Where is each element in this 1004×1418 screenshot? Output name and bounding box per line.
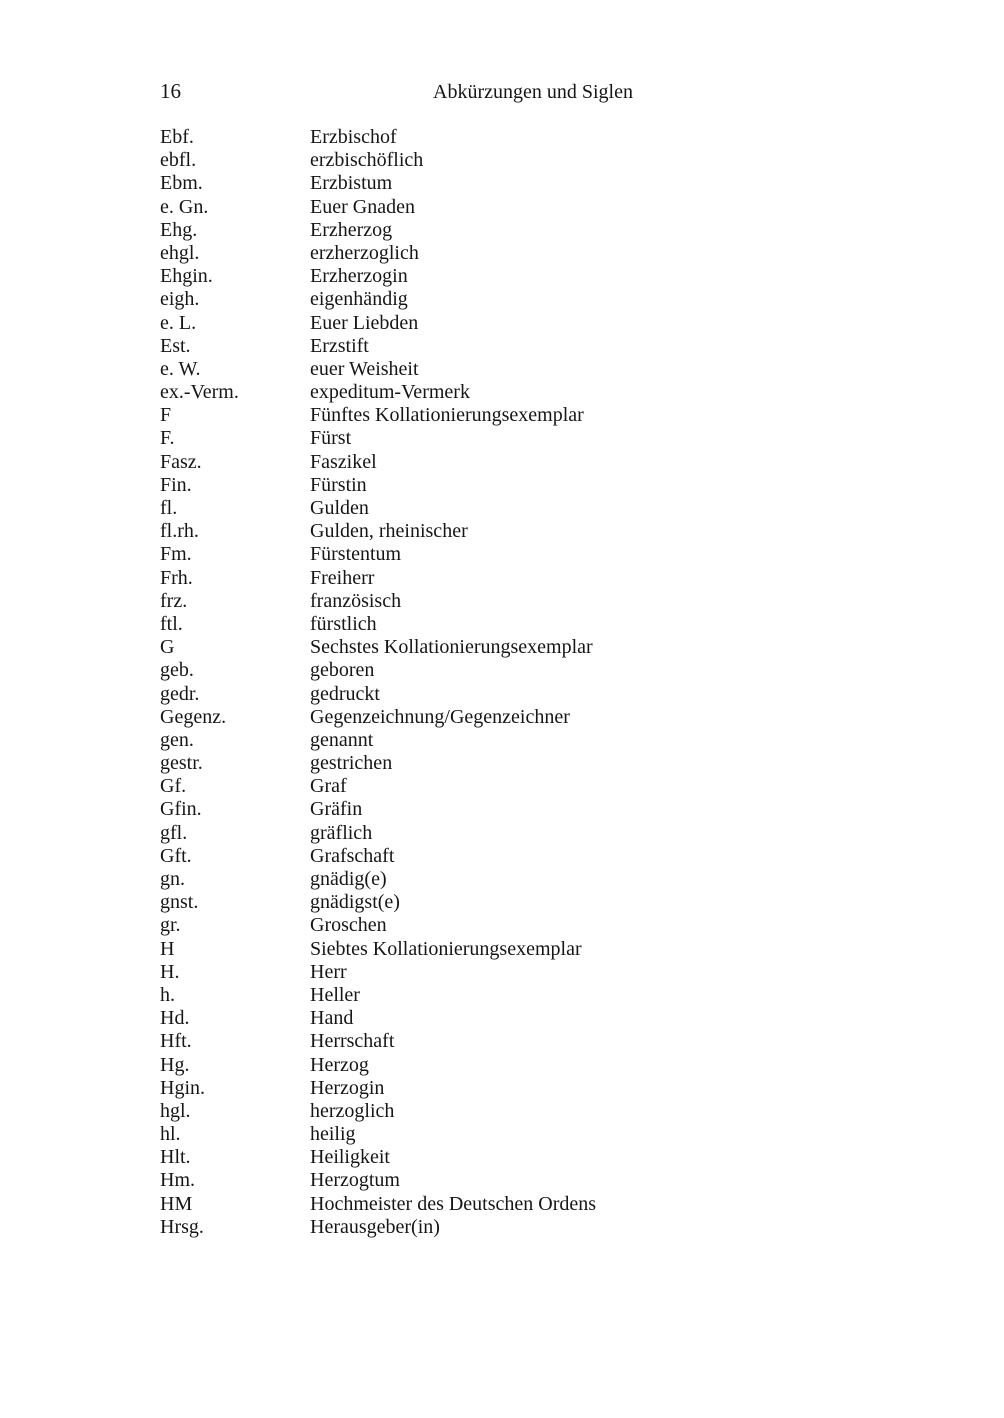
list-item xyxy=(160,659,920,682)
meaning: Heller xyxy=(310,983,360,1006)
list-item xyxy=(160,335,920,358)
meaning: Erzstift xyxy=(310,334,369,357)
abbreviation: fl. xyxy=(160,497,178,519)
list-item xyxy=(160,706,920,729)
meaning: Herzog xyxy=(310,1053,369,1076)
abbreviation: Ehgin. xyxy=(160,265,213,288)
abbreviation: Gf. xyxy=(160,775,187,798)
abbreviation: ftl. xyxy=(160,612,183,635)
list-item xyxy=(160,798,920,821)
meaning: Fünftes Kollationierungsexemplar xyxy=(310,404,584,427)
list-item xyxy=(160,590,920,613)
abbreviation: gestr. xyxy=(160,752,203,775)
list-item xyxy=(160,1100,920,1123)
list-item xyxy=(160,404,920,427)
list-item xyxy=(160,1123,920,1146)
abbreviation: H. xyxy=(160,960,180,983)
list-item xyxy=(160,358,920,381)
list-item xyxy=(160,381,920,404)
list-item xyxy=(160,984,920,1007)
abbreviation: gfl. xyxy=(160,821,188,844)
meaning: Erzherzog xyxy=(310,218,393,241)
abbreviation: gen. xyxy=(160,728,194,751)
list-item xyxy=(160,683,920,706)
meaning: Heiligkeit xyxy=(310,1146,390,1169)
abbreviation: Fasz. xyxy=(160,450,202,473)
meaning: Erzherzogin xyxy=(310,265,408,288)
meaning: Euer Gnaden xyxy=(310,195,415,218)
meaning: Gegenzeichnung/Gegenzeichner xyxy=(310,705,570,728)
list-item xyxy=(160,242,920,265)
meaning: Euer Liebden xyxy=(310,311,419,334)
abbreviation: hgl. xyxy=(160,1099,191,1122)
abbreviation: Hlt. xyxy=(160,1146,191,1169)
list-item xyxy=(160,1146,920,1169)
list-item xyxy=(160,613,920,636)
list-item xyxy=(160,822,920,845)
abbreviation: ex.-Verm. xyxy=(160,381,239,404)
meaning: gestrichen xyxy=(310,752,393,775)
list-item xyxy=(160,752,920,775)
abbreviation: hl. xyxy=(160,1123,181,1146)
abbreviation: h. xyxy=(160,983,175,1006)
list-item xyxy=(160,219,920,242)
list-item xyxy=(160,1169,920,1192)
abbreviation: HM xyxy=(160,1192,193,1215)
meaning: geboren xyxy=(310,659,375,682)
meaning: Freiherr xyxy=(310,566,375,589)
abbreviation: Ehg. xyxy=(160,218,198,241)
abbreviation: Hft. xyxy=(160,1030,192,1053)
abbreviation: Hrsg. xyxy=(160,1215,204,1238)
meaning: Fürst xyxy=(310,427,352,450)
abbreviation: Ebm. xyxy=(160,172,203,195)
meaning: Grafschaft xyxy=(310,844,395,867)
list-item xyxy=(160,938,920,961)
meaning: gnädigst(e) xyxy=(310,891,400,914)
abbreviation: Gft. xyxy=(160,844,192,867)
list-item xyxy=(160,312,920,335)
abbreviation: Est. xyxy=(160,334,191,357)
list-item xyxy=(160,1054,920,1077)
meaning: Herzogin xyxy=(310,1076,385,1099)
abbreviation: Fin. xyxy=(160,473,192,496)
meaning: gnädig(e) xyxy=(310,868,387,890)
abbreviation: Frh. xyxy=(160,566,193,589)
list-item xyxy=(160,567,920,590)
list-item xyxy=(160,543,920,566)
list-item xyxy=(160,1193,920,1216)
meaning: Fürstin xyxy=(310,473,367,496)
meaning: expeditum-Vermerk xyxy=(310,381,470,404)
abbreviation: gnst. xyxy=(160,891,199,914)
meaning: eigenhändig xyxy=(310,288,408,311)
abbreviation: e. L. xyxy=(160,311,197,334)
abbreviation: Fm. xyxy=(160,543,192,566)
abbreviation: Hd. xyxy=(160,1007,190,1030)
meaning: euer Weisheit xyxy=(310,357,419,380)
meaning: erzherzoglich xyxy=(310,241,419,264)
meaning: Herrschaft xyxy=(310,1030,395,1053)
list-item xyxy=(160,474,920,497)
meaning: Gräfin xyxy=(310,798,363,821)
list-item xyxy=(160,497,920,520)
abbreviation: gn. xyxy=(160,868,185,890)
list-item xyxy=(160,265,920,288)
abbreviation-list xyxy=(160,126,920,1239)
list-item xyxy=(160,636,920,659)
meaning: Herr xyxy=(310,960,347,983)
abbreviation: gedr. xyxy=(160,682,200,705)
abbreviation: frz. xyxy=(160,589,188,612)
list-item xyxy=(160,961,920,984)
meaning: Hand xyxy=(310,1007,354,1030)
abbreviation: e. W. xyxy=(160,357,201,380)
meaning: erzbischöflich xyxy=(310,149,424,172)
abbreviation: F xyxy=(160,404,172,427)
meaning: Erzbischof xyxy=(310,126,397,148)
meaning: Herzogtum xyxy=(310,1169,400,1192)
list-item xyxy=(160,451,920,474)
abbreviation: Gegenz. xyxy=(160,705,227,728)
list-item xyxy=(160,520,920,543)
meaning: Erzbistum xyxy=(310,172,393,195)
list-item xyxy=(160,1007,920,1030)
list-item xyxy=(160,149,920,172)
list-item xyxy=(160,845,920,868)
abbreviation: ehgl. xyxy=(160,241,200,264)
meaning: Fürstentum xyxy=(310,543,402,566)
abbreviation: gr. xyxy=(160,914,181,937)
meaning: Groschen xyxy=(310,914,387,937)
list-item xyxy=(160,729,920,752)
meaning: Gulden, rheinischer xyxy=(310,520,468,543)
list-item xyxy=(160,1030,920,1053)
list-item xyxy=(160,196,920,219)
abbreviation: Hgin. xyxy=(160,1076,205,1099)
list-item xyxy=(160,1077,920,1100)
meaning: Siebtes Kollationierungsexemplar xyxy=(310,937,582,960)
page-header xyxy=(160,79,906,105)
meaning: gräflich xyxy=(310,821,373,844)
list-item xyxy=(160,1216,920,1239)
meaning: Herausgeber(in) xyxy=(310,1215,440,1238)
list-item xyxy=(160,427,920,450)
meaning: heilig xyxy=(310,1123,356,1146)
list-item xyxy=(160,914,920,937)
meaning: Sechstes Kollationierungsexemplar xyxy=(310,636,593,659)
list-item xyxy=(160,288,920,311)
abbreviation: Gfin. xyxy=(160,798,202,821)
abbreviation: G xyxy=(160,636,175,659)
list-item xyxy=(160,868,920,891)
abbreviation: eigh. xyxy=(160,288,200,311)
meaning: französisch xyxy=(310,589,402,612)
abbreviation: F. xyxy=(160,427,175,450)
running-head: Abkürzungen und Siglen xyxy=(433,81,633,103)
list-item xyxy=(160,126,920,149)
meaning: Faszikel xyxy=(310,450,377,473)
meaning: herzoglich xyxy=(310,1099,395,1122)
abbreviation: Ebf. xyxy=(160,126,194,148)
abbreviation: Hm. xyxy=(160,1169,195,1192)
meaning: genannt xyxy=(310,728,374,751)
abbreviation: ebfl. xyxy=(160,149,197,172)
abbreviation: fl.rh. xyxy=(160,520,199,543)
abbreviation: e. Gn. xyxy=(160,195,209,218)
page-number: 16 xyxy=(160,79,181,103)
meaning: Graf xyxy=(310,775,347,798)
meaning: Gulden xyxy=(310,497,369,519)
meaning: Hochmeister des Deutschen Ordens xyxy=(310,1192,597,1215)
meaning: fürstlich xyxy=(310,612,377,635)
list-item xyxy=(160,775,920,798)
abbreviation: Hg. xyxy=(160,1053,190,1076)
meaning: gedruckt xyxy=(310,682,380,705)
list-item xyxy=(160,172,920,195)
list-item xyxy=(160,891,920,914)
abbreviation: H xyxy=(160,937,175,960)
abbreviation: geb. xyxy=(160,659,194,682)
